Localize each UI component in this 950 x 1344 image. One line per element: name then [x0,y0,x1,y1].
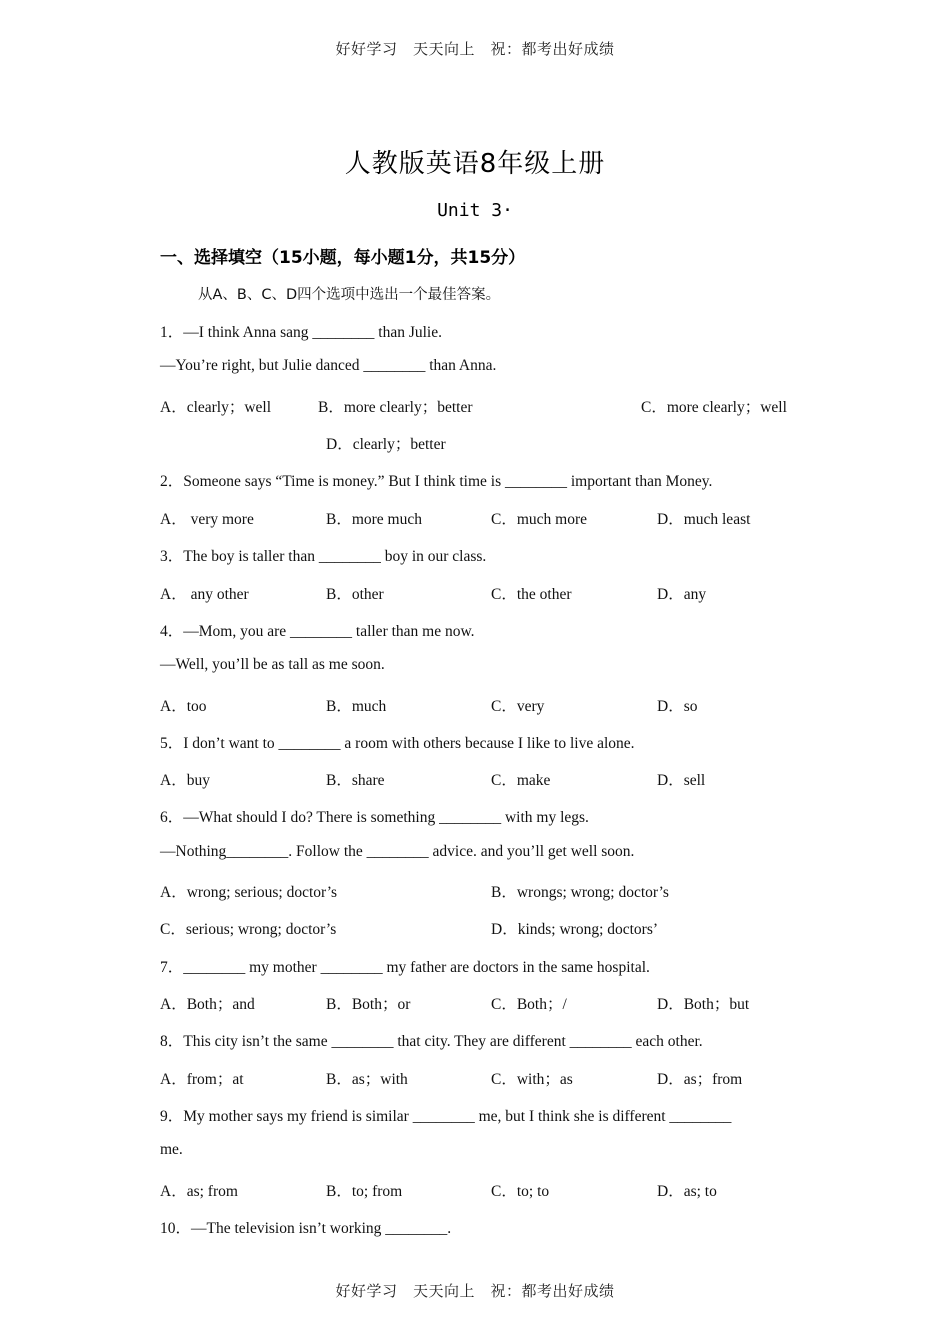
question-1-option-b: B．more clearly；better [318,399,473,416]
question-4-option-a: A．too [160,698,207,715]
question-4-line-1: 4．—Mom, you are ________ taller than me now. [160,623,475,640]
question-2-line-1: 2．Someone says “Time is money.” But I think time is ________ important than Money. [160,473,713,490]
question-6-option-c: C．serious; wrong; doctor’s [160,921,337,938]
question-9-option-b: B．to; from [326,1183,403,1200]
question-10-line-1: 10．—The television isn’t working ________. [160,1220,452,1237]
document-title: 人教版英语8年级上册 [344,149,606,179]
question-5-line-1: 5．I don’t want to ________ a room with others because I like to live alone. [160,735,635,752]
question-8-option-c: C．with；as [491,1071,573,1088]
question-5-option-c: C．make [491,772,551,789]
question-3-line-1: 3．The boy is taller than ________ boy in our class. [160,548,487,565]
question-3-option-d: D．any [657,586,707,603]
question-1-line-1: 1．—I think Anna sang ________ than Julie. [160,324,442,341]
question-3-option-c: C．the other [491,586,572,603]
question-5-option-b: B．share [326,772,385,789]
question-9-option-c: C．to; to [491,1183,550,1200]
question-8-option-d: D．as；from [657,1071,743,1088]
unit-subtitle: Unit 3· [437,200,513,221]
page-footer: 好好学习 天天向上 祝：都考出好成绩 [335,1282,615,1300]
question-2-option-c: C．much more [491,511,587,528]
question-2-option-b: B．more much [326,511,422,528]
question-7-option-b: B．Both；or [326,996,411,1013]
question-6-option-a: A．wrong; serious; doctor’s [160,884,338,901]
question-3-option-b: B．other [326,586,384,603]
question-4-line-2: —Well, you’ll be as tall as me soon. [160,656,385,673]
question-6-line-1: 6．—What should I do? There is something ________ with my legs. [160,809,589,826]
question-4-option-c: C．very [491,698,545,715]
question-1-line-2: —You’re right, but Julie danced ________ than Anna. [160,357,497,374]
question-1-option-d: D．clearly；better [326,436,446,453]
section-heading: 一、选择填空（15小题，每小题1分，共15分） [160,248,526,268]
question-7-option-d: D．Both；but [657,996,750,1013]
question-3-option-a: A． any other [160,586,249,603]
question-5-option-d: D．sell [657,772,706,789]
question-5-option-a: A．buy [160,772,210,789]
question-1-option-a: A．clearly；well [160,399,272,416]
question-2-option-d: D．much least [657,511,751,528]
question-9-option-d: D．as; to [657,1183,717,1200]
question-4-option-d: D．so [657,698,698,715]
page-header: 好好学习 天天向上 祝：都考出好成绩 [335,40,615,58]
question-6-option-b: B．wrongs; wrong; doctor’s [491,884,669,901]
question-6-option-d: D．kinds; wrong; doctors’ [491,921,659,938]
question-7-option-c: C．Both；/ [491,996,567,1013]
question-1-option-c: C．more clearly；well [641,399,787,416]
question-8-line-1: 8．This city isn’t the same ________ that city. They are different ________ each other. [160,1033,703,1050]
question-8-option-a: A．from；at [160,1071,244,1088]
question-7-line-1: 7．________ my mother ________ my father are doctors in the same hospital. [160,959,650,976]
question-2-option-a: A． very more [160,511,254,528]
question-9-line-1: 9．My mother says my friend is similar ________ me, but I think she is different ________ [160,1108,732,1125]
question-9-option-a: A．as; from [160,1183,238,1200]
question-7-option-a: A．Both；and [160,996,255,1013]
instruction-text: 从A、B、C、D四个选项中选出一个最佳答案。 [198,287,501,303]
question-6-line-2: —Nothing________. Follow the ________ advice. and you’ll get well soon. [160,843,635,860]
question-4-option-b: B．much [326,698,387,715]
question-9-line-2: me. [160,1141,183,1158]
question-8-option-b: B．as；with [326,1071,408,1088]
